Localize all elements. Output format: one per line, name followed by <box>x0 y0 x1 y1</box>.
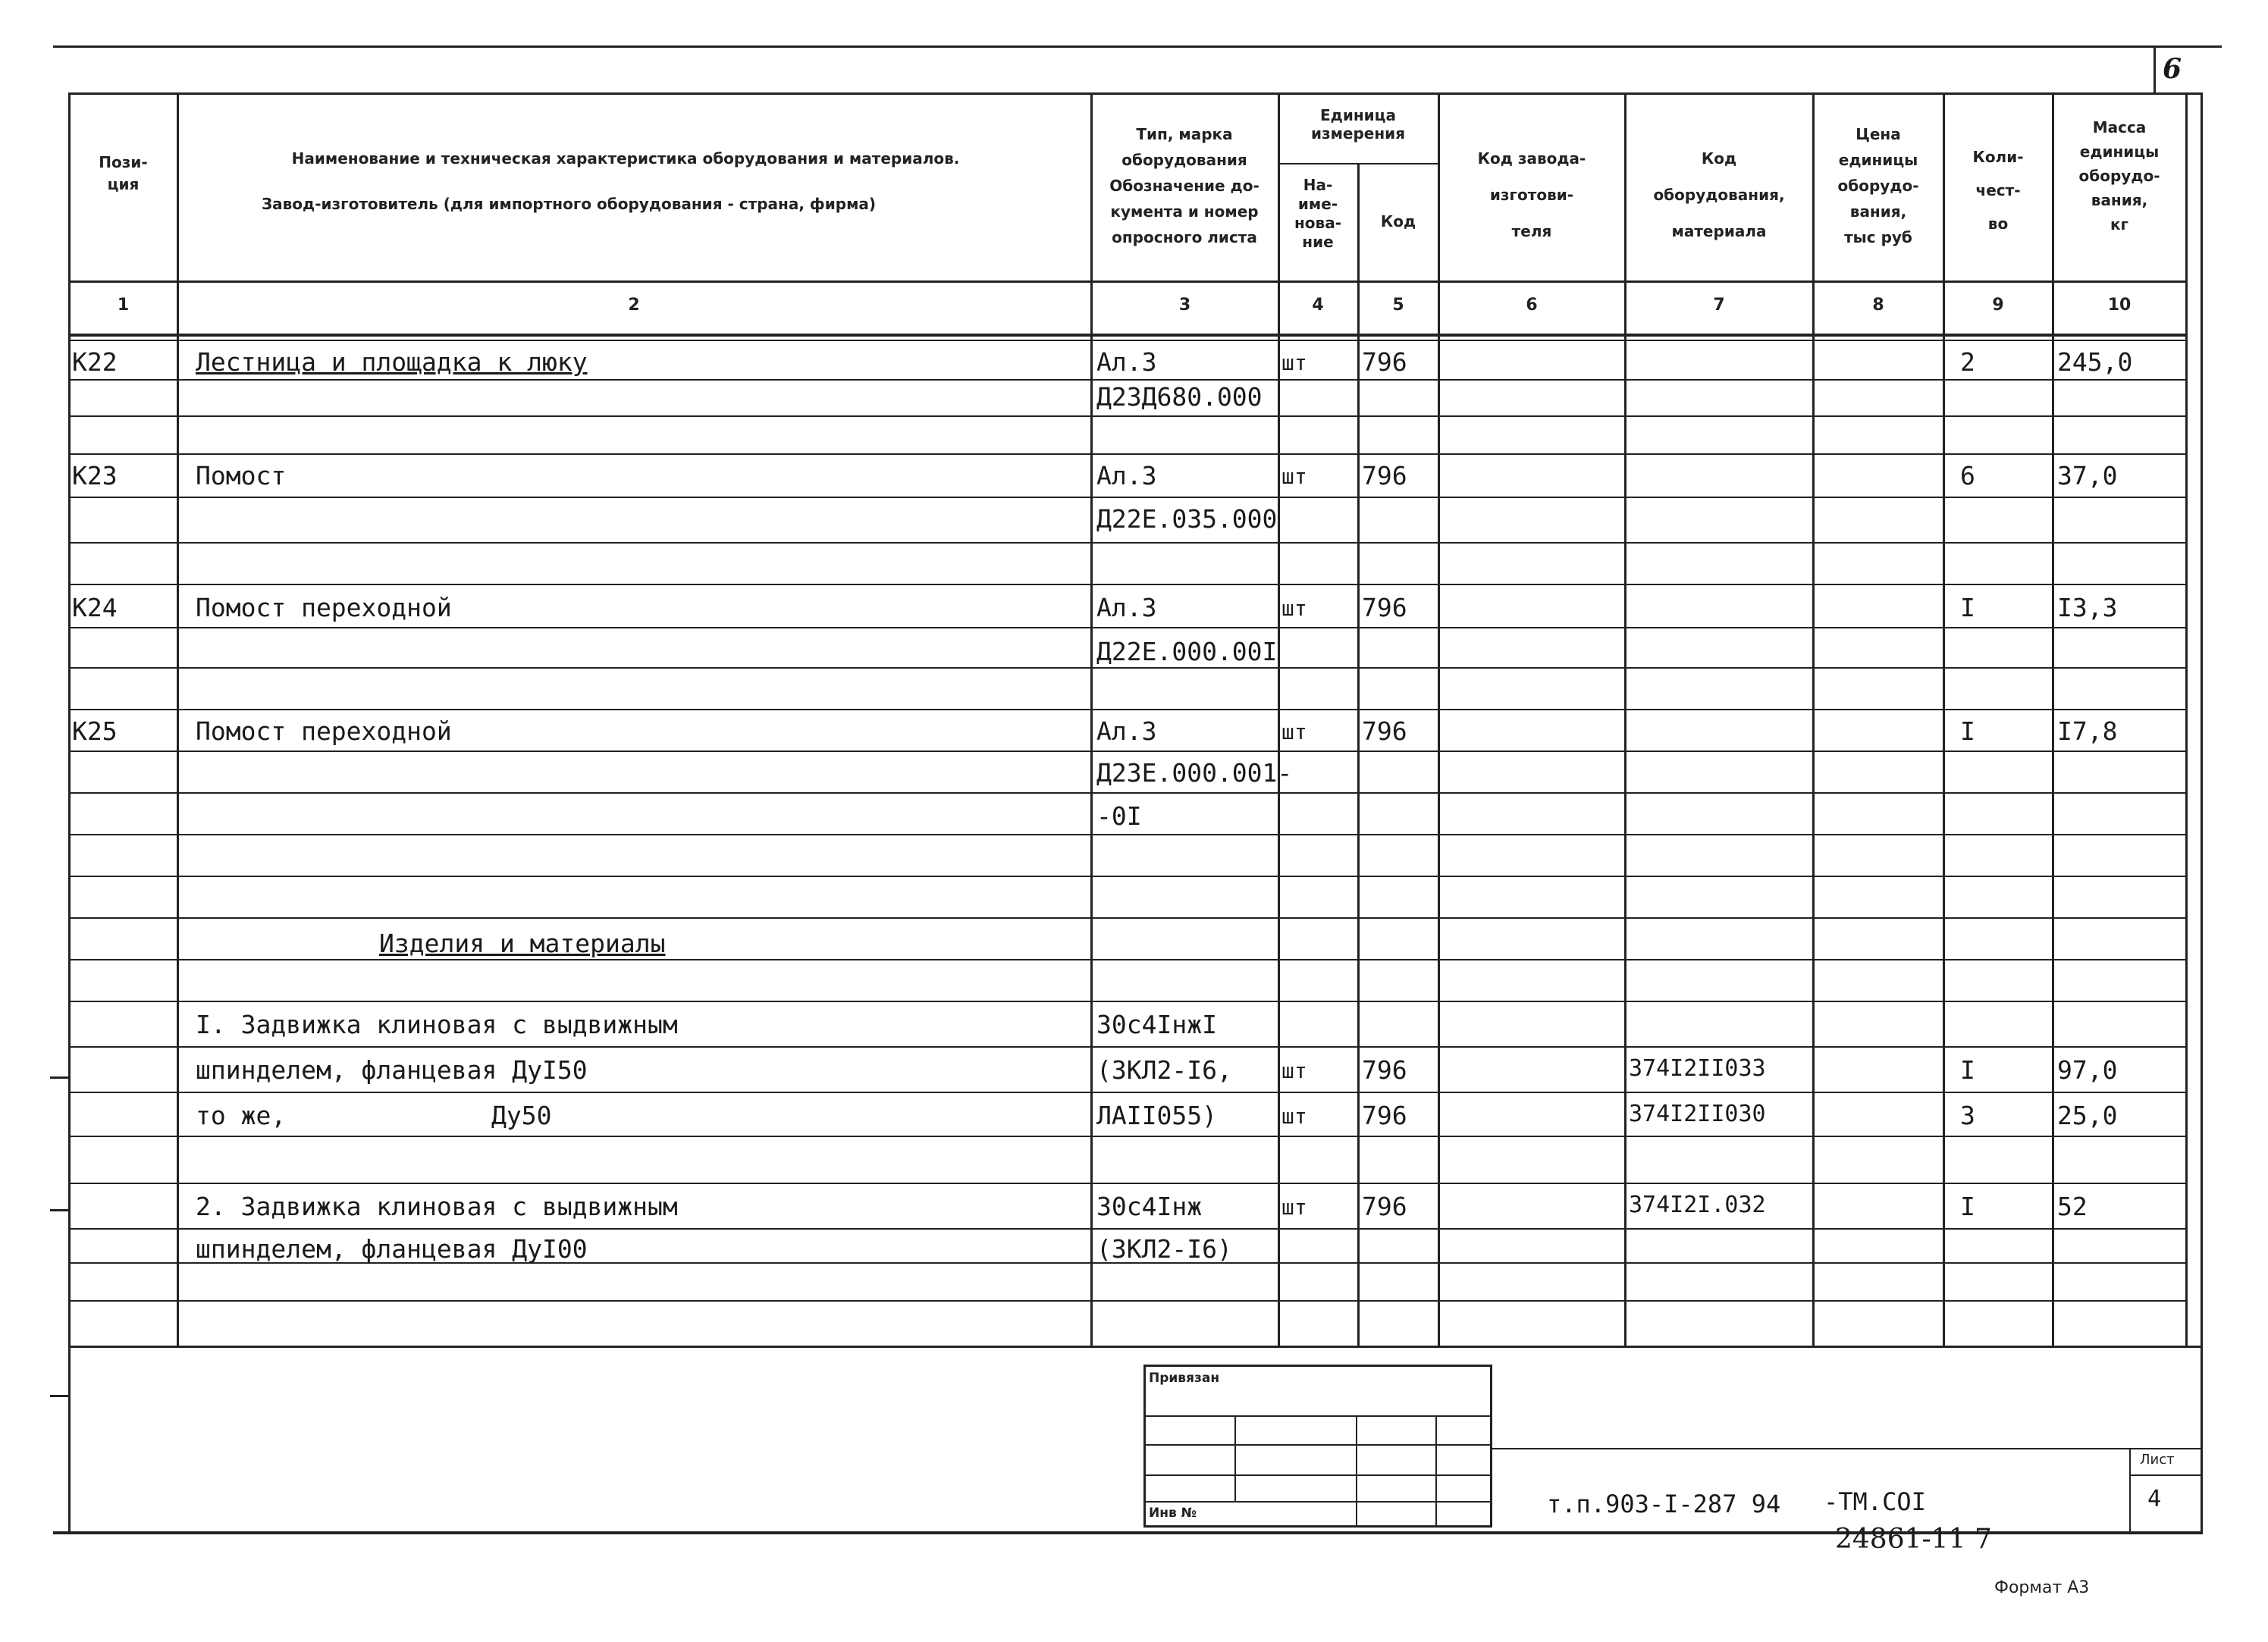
header-material-code: Код оборудования, материала <box>1653 149 1785 240</box>
stamp-vline <box>1356 1415 1357 1528</box>
row-line <box>68 1228 2188 1230</box>
header-units-group: Единица измерения <box>1310 106 1406 143</box>
row-line <box>68 379 2188 381</box>
row-mass: 245,0 <box>2057 347 2133 377</box>
margin-mark <box>50 1395 68 1397</box>
item-quantity: I <box>1960 1192 1975 1221</box>
row-type: Ал.3 <box>1096 716 1157 746</box>
row-unit-code: 796 <box>1362 593 1407 622</box>
item-type: (ЗКЛ2-I6) <box>1096 1234 1232 1264</box>
row-name: Помост <box>196 461 287 490</box>
item-unit: шт <box>1281 1195 1307 1220</box>
row-line <box>68 415 2188 417</box>
item-mass: 52 <box>2057 1192 2088 1221</box>
item-name: 2. Задвижка клиновая с выдвижным <box>196 1192 678 1221</box>
row-line <box>68 834 2188 835</box>
row-unit-code: 796 <box>1362 716 1407 746</box>
row-quantity: 2 <box>1960 347 1975 377</box>
row-type-doc: Д23Е.000.001- <box>1096 758 1293 788</box>
row-unit-code: 796 <box>1362 347 1407 377</box>
stamp-line <box>1143 1444 1492 1446</box>
column-number: 6 <box>1526 296 1538 315</box>
binding-label: Привязан <box>1149 1371 1220 1386</box>
row-line <box>68 1183 2188 1184</box>
item-name: шпинделем, фланцевая ДуI50 <box>196 1055 588 1085</box>
top-border-line <box>53 45 2222 48</box>
row-line <box>68 453 2188 455</box>
sheet-box-left <box>2129 1448 2131 1533</box>
table-bottom-line <box>68 1346 2203 1348</box>
inventory-label: Инв № <box>1149 1506 1197 1521</box>
header-factory-code: Код завода- изготови- теля <box>1477 149 1586 240</box>
header-unit-code: Код <box>1380 212 1416 230</box>
column-number: 4 <box>1312 296 1324 315</box>
item-material-code: 374I2II030 <box>1629 1101 1766 1127</box>
item-type: 30с4IнжI <box>1096 1010 1217 1039</box>
item-type: ЛАII055) <box>1096 1101 1217 1130</box>
item-name: шпинделем, фланцевая ДуI00 <box>196 1234 588 1264</box>
row-mass: I3,3 <box>2057 593 2118 622</box>
title-block-top <box>1492 1448 2201 1449</box>
page-number: 6 <box>2163 53 2182 85</box>
colnum-bottom-line <box>68 334 2188 337</box>
margin-mark <box>50 1209 68 1211</box>
document-suffix: -ТМ.СОI <box>1824 1487 1926 1516</box>
row-line <box>68 792 2188 794</box>
item-unit: шт <box>1281 1104 1307 1129</box>
row-position: К24 <box>72 593 118 622</box>
row-name: Помост переходной <box>196 593 452 622</box>
row-line <box>68 750 2188 752</box>
row-type-doc-cont: -0I <box>1096 801 1142 831</box>
page-number-box-left <box>2154 45 2156 94</box>
row-quantity: I <box>1960 716 1975 746</box>
stamp-line <box>1143 1415 1492 1417</box>
row-line <box>68 876 2188 877</box>
row-type: Ал.3 <box>1096 593 1157 622</box>
row-type-doc: Д22Е.035.000 <box>1096 504 1278 534</box>
item-material-code: 374I2I.032 <box>1629 1192 1766 1218</box>
row-mass: I7,8 <box>2057 716 2118 746</box>
stamp-line <box>1143 1501 1492 1503</box>
sheet-number: 4 <box>2147 1486 2162 1512</box>
stamp-vline <box>1234 1415 1236 1501</box>
row-position: К23 <box>72 461 118 490</box>
row-type: Ал.3 <box>1096 347 1157 377</box>
column-number: 9 <box>1992 296 2004 315</box>
item-name: I. Задвижка клиновая с выдвижным <box>196 1010 678 1039</box>
row-quantity: 6 <box>1960 461 1975 490</box>
row-name: Помост переходной <box>196 716 452 746</box>
header-bottom-line <box>68 280 2188 283</box>
item-material-code: 374I2II033 <box>1629 1055 1766 1082</box>
row-quantity: I <box>1960 593 1975 622</box>
header-price: Цена единицы оборудо- вания, тыс руб <box>1837 125 1919 246</box>
row-line <box>68 959 2188 960</box>
binding-stamp <box>1143 1365 1492 1528</box>
row-line <box>68 1046 2188 1048</box>
row-mass: 37,0 <box>2057 461 2118 490</box>
row-name: Лестница и площадка к люку <box>196 347 588 377</box>
row-unit: шт <box>1281 464 1307 489</box>
row-unit: шт <box>1281 350 1307 375</box>
frame-right <box>2201 92 2203 1533</box>
stamp-line <box>1143 1474 1492 1476</box>
row-unit: шт <box>1281 719 1307 744</box>
column-number: 2 <box>628 296 640 315</box>
item-mass: 25,0 <box>2057 1101 2118 1130</box>
item-unit: шт <box>1281 1058 1307 1083</box>
sheet-box-mid <box>2129 1474 2201 1476</box>
header-name-line1: Наименование и техническая характеристика оборудования и материалов. <box>291 149 960 168</box>
row-line <box>68 627 2188 628</box>
row-line <box>68 917 2188 919</box>
column-number: 10 <box>2107 296 2132 315</box>
header-mass: Масса единицы оборудо- вания, кг <box>2078 118 2160 233</box>
row-line <box>68 542 2188 544</box>
row-line <box>68 709 2188 710</box>
item-unit-code: 796 <box>1362 1101 1407 1130</box>
row-type-doc: Д22Е.000.00I <box>1096 637 1278 666</box>
row-type: Ал.3 <box>1096 461 1157 490</box>
item-unit-code: 796 <box>1362 1192 1407 1221</box>
item-mass: 97,0 <box>2057 1055 2118 1085</box>
header-unit-name: На- име- нова- ние <box>1294 176 1341 251</box>
row-line <box>68 1300 2188 1302</box>
item-type: 30с4Iнж <box>1096 1192 1203 1221</box>
row-line <box>68 1001 2188 1002</box>
document-code: т.п.903-I-287 94 <box>1547 1490 1781 1518</box>
row-line <box>68 497 2188 498</box>
frame-top <box>68 92 2201 95</box>
header-quantity: Коли- чест- во <box>1972 148 2024 233</box>
row-unit: шт <box>1281 596 1307 621</box>
units-divider <box>1278 163 1438 165</box>
header-name-line2: Завод-изготовитель (для импортного оборудования - страна, фирма) <box>261 195 877 213</box>
stamp-vline <box>1435 1415 1437 1528</box>
frame-left <box>68 92 71 1533</box>
header-position: Пози- ция <box>99 153 148 193</box>
item-name: Ду50 <box>491 1101 552 1130</box>
item-name: то же, <box>196 1101 287 1130</box>
column-number: 7 <box>1713 296 1725 315</box>
row-line <box>68 340 2188 341</box>
row-line <box>68 1092 2188 1093</box>
column-number: 8 <box>1872 296 1884 315</box>
row-unit-code: 796 <box>1362 461 1407 490</box>
item-quantity: I <box>1960 1055 1975 1085</box>
column-number: 5 <box>1392 296 1404 315</box>
format-label: Формат А3 <box>1994 1578 2090 1597</box>
section-title: Изделия и материалы <box>379 929 666 958</box>
margin-mark <box>50 1076 68 1079</box>
row-line <box>68 584 2188 585</box>
row-line <box>68 1136 2188 1137</box>
column-number: 3 <box>1178 296 1191 315</box>
row-position: К25 <box>72 716 118 746</box>
row-line <box>68 667 2188 669</box>
row-position: К22 <box>72 347 118 377</box>
archive-number: 24861-11 7 <box>1835 1524 1992 1555</box>
column-number: 1 <box>117 296 130 315</box>
row-type-doc: Д23Д680.000 <box>1096 382 1263 412</box>
item-quantity: 3 <box>1960 1101 1975 1130</box>
item-unit-code: 796 <box>1362 1055 1407 1085</box>
item-type: (ЗКЛ2-I6, <box>1096 1055 1232 1085</box>
header-type: Тип, марка оборудования Обозначение до- кумента и номер опросного листа <box>1109 125 1259 246</box>
sheet-label: Лист <box>2140 1452 2175 1468</box>
